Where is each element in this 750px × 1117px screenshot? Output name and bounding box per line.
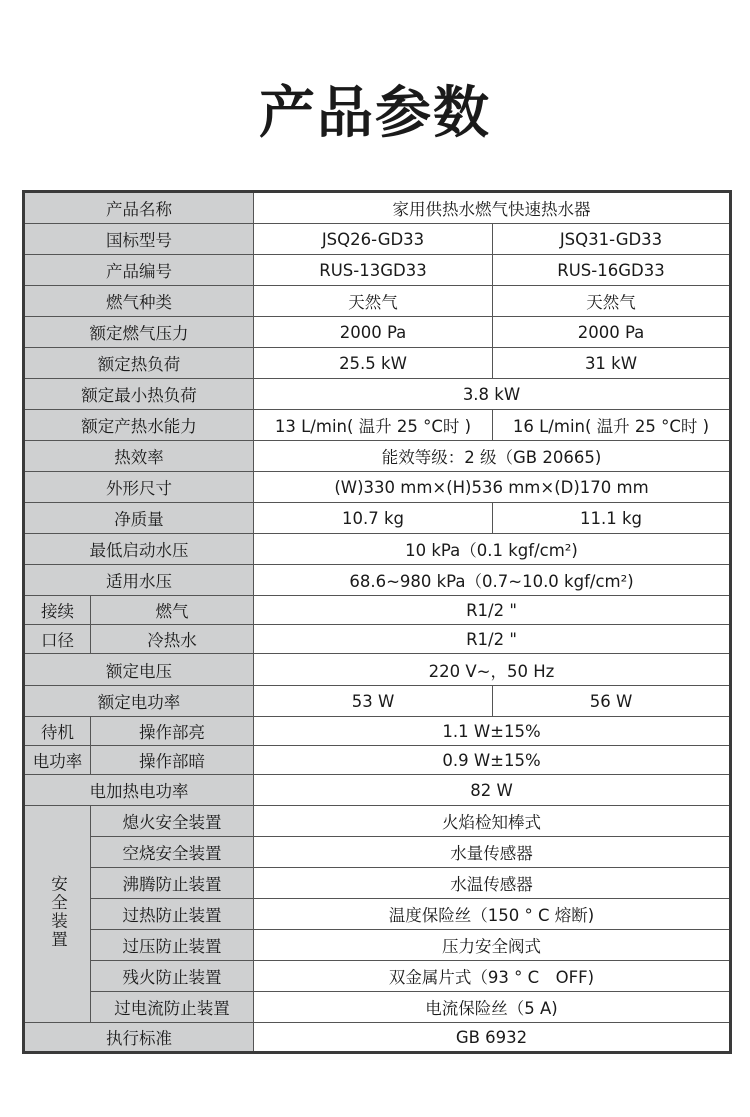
row-label: 额定电功率 <box>24 686 254 717</box>
row-value-model-2: 11.1 kg <box>493 503 731 534</box>
table-row <box>24 503 731 534</box>
row-value-model-1: 天然气 <box>254 286 493 317</box>
row-label: 产品编号 <box>24 255 254 286</box>
row-label: 额定热负荷 <box>24 348 254 379</box>
table-row <box>24 317 731 348</box>
row-value: 火焰检知棒式 <box>254 806 731 837</box>
row-label: 额定产热水能力 <box>24 410 254 441</box>
group-label-connection-bottom: 口径 <box>24 625 91 654</box>
page-title: 产品参数 <box>259 81 491 146</box>
table-row <box>24 1023 731 1053</box>
row-label: 额定最小热负荷 <box>24 379 254 410</box>
row-value: 0.9 W±15% <box>254 746 731 775</box>
row-label: 电加热电功率 <box>24 775 254 806</box>
row-label: 过压防止装置 <box>91 930 254 961</box>
row-label: 空烧安全装置 <box>91 837 254 868</box>
row-label: 产品名称 <box>24 192 254 224</box>
table-row <box>24 192 731 224</box>
row-label: 过热防止装置 <box>91 899 254 930</box>
row-value: GB 6932 <box>254 1023 731 1053</box>
table-row <box>24 746 731 775</box>
table-row <box>24 596 731 625</box>
table-row <box>24 868 731 899</box>
row-label: 热效率 <box>24 441 254 472</box>
row-label: 沸腾防止装置 <box>91 868 254 899</box>
row-label: 操作部暗 <box>91 746 254 775</box>
row-value-model-2: 天然气 <box>493 286 731 317</box>
table-row <box>24 224 731 255</box>
table-row <box>24 565 731 596</box>
row-value: 水温传感器 <box>254 868 731 899</box>
row-label: 操作部亮 <box>91 717 254 746</box>
row-label: 最低启动水压 <box>24 534 254 565</box>
row-value: R1/2 " <box>254 596 731 625</box>
row-label: 适用水压 <box>24 565 254 596</box>
table-row <box>24 961 731 992</box>
row-label: 国标型号 <box>24 224 254 255</box>
row-label: 额定燃气压力 <box>24 317 254 348</box>
table-row <box>24 348 731 379</box>
table-row <box>24 717 731 746</box>
table-row <box>24 534 731 565</box>
row-value: 压力安全阀式 <box>254 930 731 961</box>
group-label-safety-text: 安全装置 <box>48 875 68 949</box>
row-value-model-2: 31 kW <box>493 348 731 379</box>
row-value: (W)330 mm×(H)536 mm×(D)170 mm <box>254 472 731 503</box>
row-value-model-1: 2000 Pa <box>254 317 493 348</box>
row-value-model-2: 16 L/min( 温升 25 °C时 ) <box>493 410 731 441</box>
row-value-model-1: RUS-13GD33 <box>254 255 493 286</box>
row-value: 水量传感器 <box>254 837 731 868</box>
row-label: 冷热水 <box>91 625 254 654</box>
row-label: 残火防止装置 <box>91 961 254 992</box>
row-value: 10 kPa（0.1 kgf/cm²) <box>254 534 731 565</box>
row-value-model-2: 56 W <box>493 686 731 717</box>
row-value: 1.1 W±15% <box>254 717 731 746</box>
table-row <box>24 992 731 1023</box>
table-row <box>24 410 731 441</box>
row-label: 熄火安全装置 <box>91 806 254 837</box>
group-label-connection-top: 接续 <box>24 596 91 625</box>
row-label: 净质量 <box>24 503 254 534</box>
table-row <box>24 379 731 410</box>
row-value: 家用供热水燃气快速热水器 <box>254 192 731 224</box>
row-value: 68.6~980 kPa（0.7~10.0 kgf/cm²) <box>254 565 731 596</box>
row-value-model-2: RUS-16GD33 <box>493 255 731 286</box>
row-value-model-1: 53 W <box>254 686 493 717</box>
table-row <box>24 441 731 472</box>
table-row <box>24 472 731 503</box>
group-label-standby-top: 待机 <box>24 717 91 746</box>
row-label: 执行标准 <box>24 1023 254 1053</box>
row-value-model-2: JSQ31-GD33 <box>493 224 731 255</box>
row-value: 电流保险丝（5 A) <box>254 992 731 1023</box>
row-label: 燃气 <box>91 596 254 625</box>
group-label-safety <box>24 806 91 1023</box>
row-value: 3.8 kW <box>254 379 731 410</box>
table-row <box>24 255 731 286</box>
row-value-model-2: 2000 Pa <box>493 317 731 348</box>
row-value-model-1: 10.7 kg <box>254 503 493 534</box>
row-value: 220 V~，50 Hz <box>254 654 731 686</box>
row-value: 能效等级：2 级（GB 20665) <box>254 441 731 472</box>
row-label: 外形尺寸 <box>24 472 254 503</box>
table-row <box>24 654 731 686</box>
table-row <box>24 806 731 837</box>
row-label: 燃气种类 <box>24 286 254 317</box>
spec-table <box>22 190 732 1054</box>
row-value: 82 W <box>254 775 731 806</box>
row-value: 温度保险丝（150 ° C 熔断) <box>254 899 731 930</box>
row-value-model-1: 25.5 kW <box>254 348 493 379</box>
row-value-model-1: JSQ26-GD33 <box>254 224 493 255</box>
row-value: 双金属片式（93 ° C OFF) <box>254 961 731 992</box>
row-value: R1/2 " <box>254 625 731 654</box>
table-row <box>24 930 731 961</box>
row-value-model-1: 13 L/min( 温升 25 °C时 ) <box>254 410 493 441</box>
table-row <box>24 899 731 930</box>
group-label-standby-bottom: 电功率 <box>24 746 91 775</box>
row-label: 过电流防止装置 <box>91 992 254 1023</box>
table-row <box>24 686 731 717</box>
row-label: 额定电压 <box>24 654 254 686</box>
table-row <box>24 837 731 868</box>
table-row <box>24 625 731 654</box>
table-row <box>24 775 731 806</box>
table-row <box>24 286 731 317</box>
